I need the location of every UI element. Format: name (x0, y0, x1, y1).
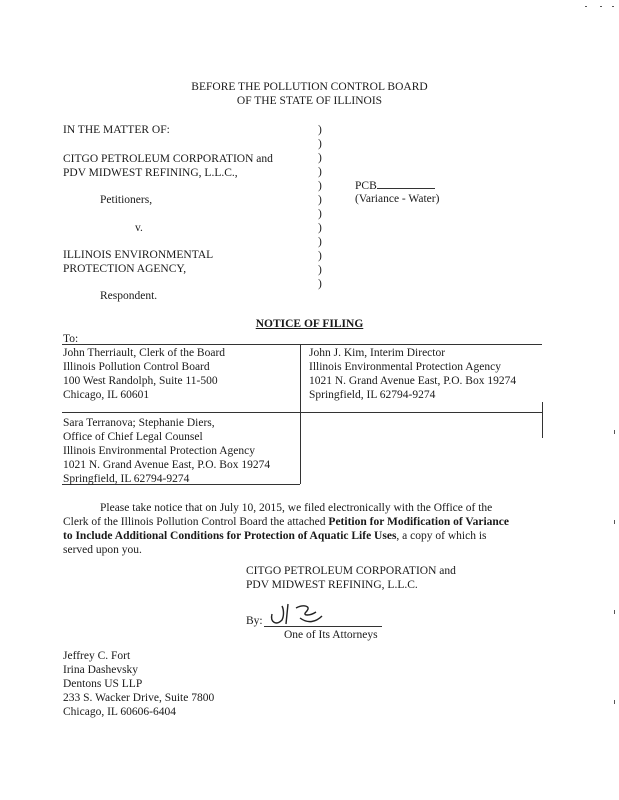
signatory-company-line2: PDV MIDWEST REFINING, L.L.C. (246, 579, 418, 591)
petitioner-name-line2: PDV MIDWEST REFINING, L.L.C., (63, 167, 238, 179)
respondent-name-line2: PROTECTION AGENCY, (63, 263, 187, 275)
in-the-matter-label: IN THE MATTER OF: (63, 124, 170, 136)
service-table-top-line (62, 344, 542, 345)
body-line2: Clerk of the Illinois Pollution Control Board the attached Petition for Modification of Variance (63, 516, 509, 528)
service-table-divider (300, 344, 301, 412)
recipient-org: Illinois Pollution Control Board (63, 361, 210, 373)
attorney-name1: Jeffrey C. Fort (63, 650, 131, 662)
body-line1: Please take notice that on July 10, 2015, we filed electronically with the Office of the (100, 502, 493, 514)
recipient-name: John Therriault, Clerk of the Board (63, 347, 226, 359)
handwritten-signature (266, 600, 356, 628)
petition-title-part1: Petition for Modification of Variance (328, 516, 509, 528)
recipient-address: 100 West Randolph, Suite 11-500 (63, 375, 218, 387)
recipient-name: John J. Kim, Interim Director (309, 347, 446, 359)
service-table-middle-line (62, 412, 542, 413)
versus-label: v. (135, 222, 143, 234)
petition-title-part2: to Include Additional Conditions for Protection of Aquatic Life Uses (63, 530, 397, 542)
recipient-address: 1021 N. Grand Avenue East, P.O. Box 19274 (63, 459, 271, 471)
court-title-line2: OF THE STATE OF ILLINOIS (236, 95, 383, 107)
petitioner-name-line1: CITGO PETROLEUM CORPORATION and (63, 153, 273, 165)
firm-city: Chicago, IL 60606-6404 (63, 706, 176, 718)
recipient-org: Illinois Environmental Protection Agency (309, 361, 501, 373)
by-label: By: (246, 615, 263, 627)
signatory-company-line1: CITGO PETROLEUM CORPORATION and (246, 565, 456, 577)
recipient-org2: Illinois Environmental Protection Agency (63, 445, 255, 457)
recipient-org: Office of Chief Legal Counsel (63, 431, 203, 443)
service-table-divider-lower (300, 412, 301, 484)
law-firm: Dentons US LLP (63, 678, 143, 690)
firm-street: 233 S. Wacker Drive, Suite 7800 (63, 692, 215, 704)
document-page: BEFORE THE POLLUTION CONTROL BOARD OF THE STATE OF ILLINOIS IN THE MATTER OF: CITGO PETROLEUM CORPORATION and PDV MIDWEST REFINING, L.L.C., Petitioners, v. ILLINOIS ENVIRONMENTAL PROTECTION AGENCY, Respondent. ) ) ) ) ) ) ) ) ) ) ) ) PCB (Variance - Water) NOTICE OF FILING To: John Therriault, Clerk of the Board Illinois Pollution Control Board 100 West Randolph, Suite 11-500 Chicago, IL 60601 John J. Kim, Interim Director Illinois Environmental Protection Agency 1021 N. Grand Avenue East, P.O. Box 19274 Springfield, IL 62794-9274 Sara Terranova; Stephanie Diers, Office of Chief Legal Counsel Illinois Environmental Protection Agency 1021 N. Grand Avenue East, P.O. Box 19274 Springfield, IL 62794-9274 Please take notice that on July 10, 2015, we filed electronically with the Office of the Clerk of the Illinois Pollution Control Board the attached Petition for Modification of Variance to Include Additional Conditions for Protection of Aquatic Life Uses, a copy of which is served upon you. CITGO PETROLEUM CORPORATION and PDV MIDWEST REFINING, L.L.C. By: One of Its Attorneys Jeffrey C. Fort Irina Dashevsky Dentons US LLP 233 S. Wacker Drive, Suite 7800 Chicago, IL 60606-6404 (0, 0, 619, 800)
court-title-line1: BEFORE THE POLLUTION CONTROL BOARD (191, 81, 428, 93)
recipient-city: Springfield, IL 62794-9274 (63, 473, 190, 485)
respondent-name-line1: ILLINOIS ENVIRONMENTAL (63, 249, 214, 261)
pcb-type: (Variance - Water) (355, 193, 440, 205)
service-table-right-edge (542, 402, 543, 438)
pcb-label: PCB (355, 178, 435, 193)
to-label: To: (63, 333, 79, 345)
body-line3: to Include Additional Conditions for Protection of Aquatic Life Uses, a copy of which is (63, 530, 487, 542)
attorney-name2: Irina Dashevsky (63, 664, 139, 676)
respondent-label: Respondent. (100, 290, 158, 302)
recipient-city: Springfield, IL 62794-9274 (309, 389, 436, 401)
recipient-name: Sara Terranova; Stephanie Diers, (63, 417, 215, 429)
attorney-role: One of Its Attorneys (284, 629, 378, 641)
petitioners-label: Petitioners, (100, 194, 153, 206)
body-line4: served upon you. (63, 544, 142, 556)
recipient-city: Chicago, IL 60601 (63, 389, 150, 401)
notice-title: NOTICE OF FILING (255, 318, 364, 330)
recipient-address: 1021 N. Grand Avenue East, P.O. Box 19274 (309, 375, 517, 387)
